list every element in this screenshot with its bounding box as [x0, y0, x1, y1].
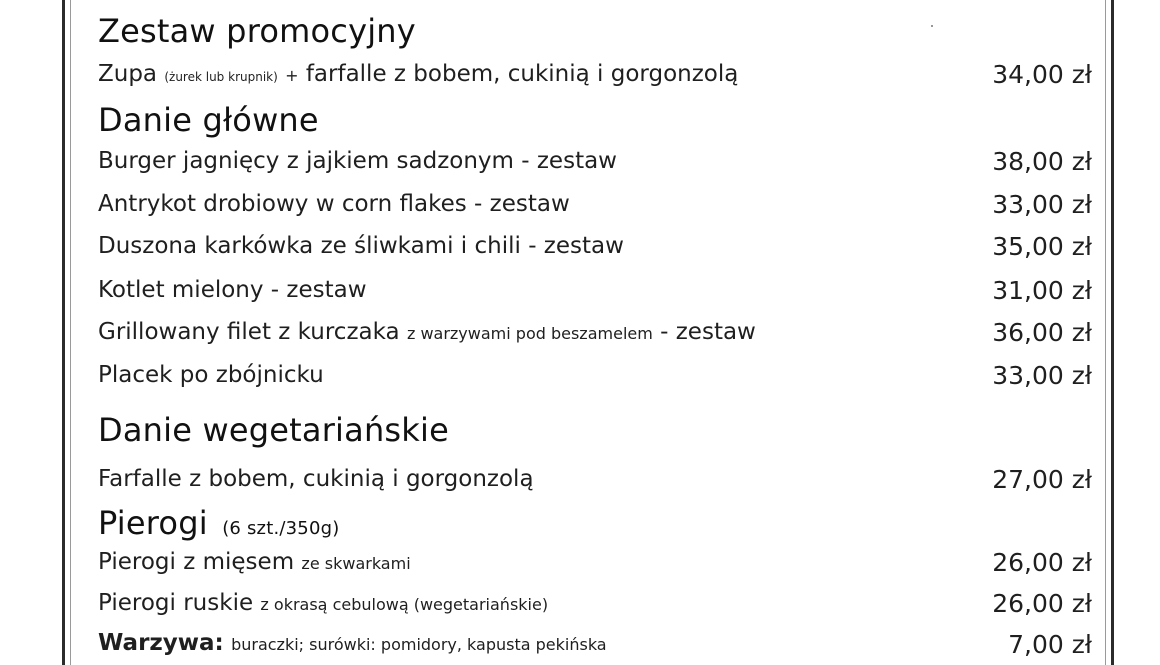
menu-item-main-0: Burger jagnięcy z jajkiem sadzonym - zestaw [98, 148, 617, 174]
price-main-0: 38,00 zł [992, 147, 1092, 176]
price-promo-set: 34,00 zł [992, 60, 1092, 89]
item-name: Zupa [98, 61, 158, 87]
item-name: Pierogi ruskie [98, 590, 254, 616]
price-main-1: 33,00 zł [992, 190, 1092, 219]
item-note: z okrasą cebulową (wegetariańskie) [260, 595, 549, 614]
price-pierogi-0: 26,00 zł [992, 548, 1092, 577]
price-pierogi-1: 26,00 zł [992, 589, 1092, 618]
price-main-4: 36,00 zł [992, 318, 1092, 347]
price-veggies: 7,00 zł [1008, 630, 1092, 659]
item-note: (żurek lub krupnik) [164, 70, 278, 84]
pierogi-title: Pierogi [98, 504, 208, 542]
menu-item-main-5: Placek po zbójnicku [98, 362, 324, 388]
section-heading-main: Danie główne [98, 101, 319, 139]
item-suffix: - zestaw [660, 319, 756, 345]
menu-item-pierogi-0 [98, 549, 411, 575]
item-note: z warzywami pod beszamelem [406, 324, 653, 343]
item-name: Grillowany filet z kurczaka [98, 319, 400, 345]
section-heading-pierogi [98, 504, 339, 542]
menu-item-main-1: Antrykot drobiowy w corn flakes - zestaw [98, 191, 570, 217]
price-main-5: 33,00 zł [992, 361, 1092, 390]
item-plus: + [285, 66, 299, 85]
menu-item-veggies [98, 630, 607, 656]
item-name-rest: farfalle z bobem, cukinią i gorgonzolą [305, 61, 739, 87]
menu-item-promo-set [98, 61, 738, 87]
price-main-2: 35,00 zł [992, 232, 1092, 261]
price-main-3: 31,00 zł [992, 276, 1092, 305]
speck [931, 25, 933, 27]
veggies-label: Warzywa: [98, 630, 224, 656]
section-heading-vege: Danie wegetariańskie [98, 411, 450, 449]
menu-item-pierogi-1 [98, 590, 548, 616]
menu-item-main-2: Duszona karkówka ze śliwkami i chili - zestaw [98, 233, 624, 259]
section-heading-promo: Zestaw promocyjny [98, 12, 416, 50]
menu-item-vege-0: Farfalle z bobem, cukinią i gorgonzolą [98, 466, 534, 492]
menu-item-main-3: Kotlet mielony - zestaw [98, 277, 367, 303]
price-vege-0: 27,00 zł [992, 465, 1092, 494]
pierogi-portion-note: (6 szt./350g) [222, 518, 340, 539]
item-note: ze skwarkami [301, 554, 411, 573]
item-name: Pierogi z mięsem [98, 549, 295, 575]
menu-item-main-4 [98, 319, 756, 345]
veggies-desc: buraczki; surówki: pomidory, kapusta pekińska [231, 635, 607, 654]
